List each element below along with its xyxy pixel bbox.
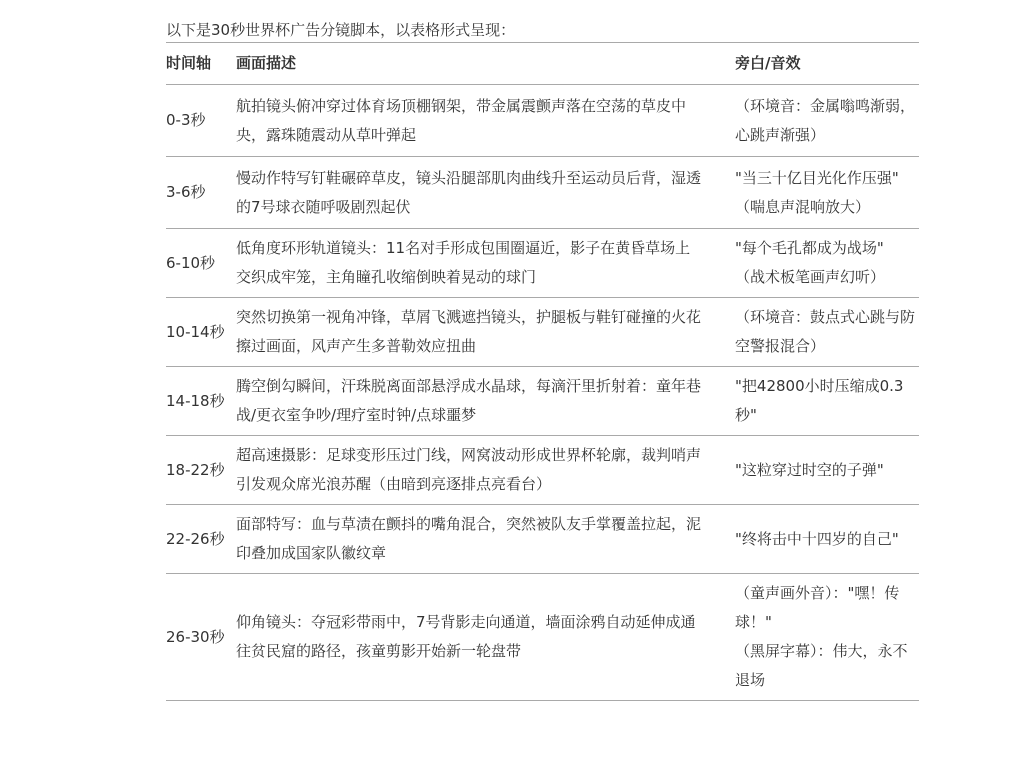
table-row — [166, 229, 919, 298]
cell-description: 低角度环形轨道镜头：11名对手形成包围圈逼近，影子在黄昏草场上交织成牢笼，主角瞳孔收缩倒映着晃动的球门 — [236, 229, 735, 298]
cell-audio — [735, 85, 919, 157]
table-header-row — [166, 43, 919, 85]
cell-time: 0-3秒 — [166, 85, 236, 157]
audio-line: （环境音：鼓点式心跳与防空警报混合） — [735, 308, 916, 355]
audio-line: "这粒穿过时空的子弹" — [735, 460, 884, 479]
audio-line: "当三十亿目光化作压强" — [735, 168, 899, 187]
cell-audio — [735, 367, 919, 436]
cell-time: 10-14秒 — [166, 298, 236, 367]
audio-line: （战术板笔画声幻听） — [735, 268, 886, 286]
table-row — [166, 436, 919, 505]
audio-line: （黑屏字幕）：伟大，永不退场 — [735, 642, 908, 689]
header-audio: 旁白/音效 — [735, 43, 919, 85]
cell-audio — [735, 157, 919, 229]
cell-time: 6-10秒 — [166, 229, 236, 298]
header-time: 时间轴 — [166, 43, 236, 85]
table-row — [166, 574, 919, 701]
cell-audio — [735, 505, 919, 574]
audio-line: "终将击中十四岁的自己" — [735, 529, 899, 548]
cell-time: 3-6秒 — [166, 157, 236, 229]
audio-line: "把42800小时压缩成0.3秒" — [735, 377, 904, 424]
cell-description: 面部特写：血与草渍在颤抖的嘴角混合，突然被队友手掌覆盖拉起，泥印叠加成国家队徽纹章 — [236, 505, 735, 574]
cell-description: 航拍镜头俯冲穿过体育场顶棚钢架，带金属震颤声落在空荡的草皮中央，露珠随震动从草叶弹起 — [236, 85, 735, 157]
audio-line: （喘息声混响放大） — [735, 197, 871, 216]
intro-text: 以下是30秒世界杯广告分镜脚本，以表格形式呈现： — [166, 21, 516, 39]
cell-description: 突然切换第一视角冲锋，草屑飞溅遮挡镜头，护腿板与鞋钉碰撞的火花擦过画面，风声产生多普勒效应扭曲 — [236, 298, 735, 367]
audio-line: （环境音：金属嗡鸣渐弱，心跳声渐强） — [735, 96, 916, 144]
cell-time: 26-30秒 — [166, 574, 236, 701]
cell-time: 22-26秒 — [166, 505, 236, 574]
table-row — [166, 85, 919, 157]
cell-time: 14-18秒 — [166, 367, 236, 436]
storyboard-table — [166, 42, 919, 701]
table-row — [166, 505, 919, 574]
cell-audio — [735, 229, 919, 298]
table-row — [166, 157, 919, 229]
header-description: 画面描述 — [236, 43, 735, 85]
cell-description: 慢动作特写钉鞋碾碎草皮，镜头沿腿部肌肉曲线升至运动员后背，湿透的7号球衣随呼吸剧烈起伏 — [236, 157, 735, 229]
cell-description: 腾空倒勾瞬间，汗珠脱离面部悬浮成水晶球，每滴汗里折射着：童年巷战/更衣室争吵/理疗室时钟/点球噩梦 — [236, 367, 735, 436]
cell-description: 仰角镜头：夺冠彩带雨中，7号背影走向通道，墙面涂鸦自动延伸成通往贫民窟的路径，孩童剪影开始新一轮盘带 — [236, 574, 735, 701]
audio-line: "每个毛孔都成为战场" — [735, 239, 884, 257]
cell-description: 超高速摄影：足球变形压过门线，网窝波动形成世界杯轮廓，裁判哨声引发观众席光浪苏醒（由暗到亮逐排点亮看台） — [236, 436, 735, 505]
audio-line: （童声画外音）："嘿！传球！" — [735, 584, 900, 631]
table-row — [166, 298, 919, 367]
cell-audio — [735, 298, 919, 367]
table-body — [166, 85, 919, 701]
cell-audio — [735, 436, 919, 505]
cell-audio — [735, 574, 919, 701]
cell-time: 18-22秒 — [166, 436, 236, 505]
table-row — [166, 367, 919, 436]
